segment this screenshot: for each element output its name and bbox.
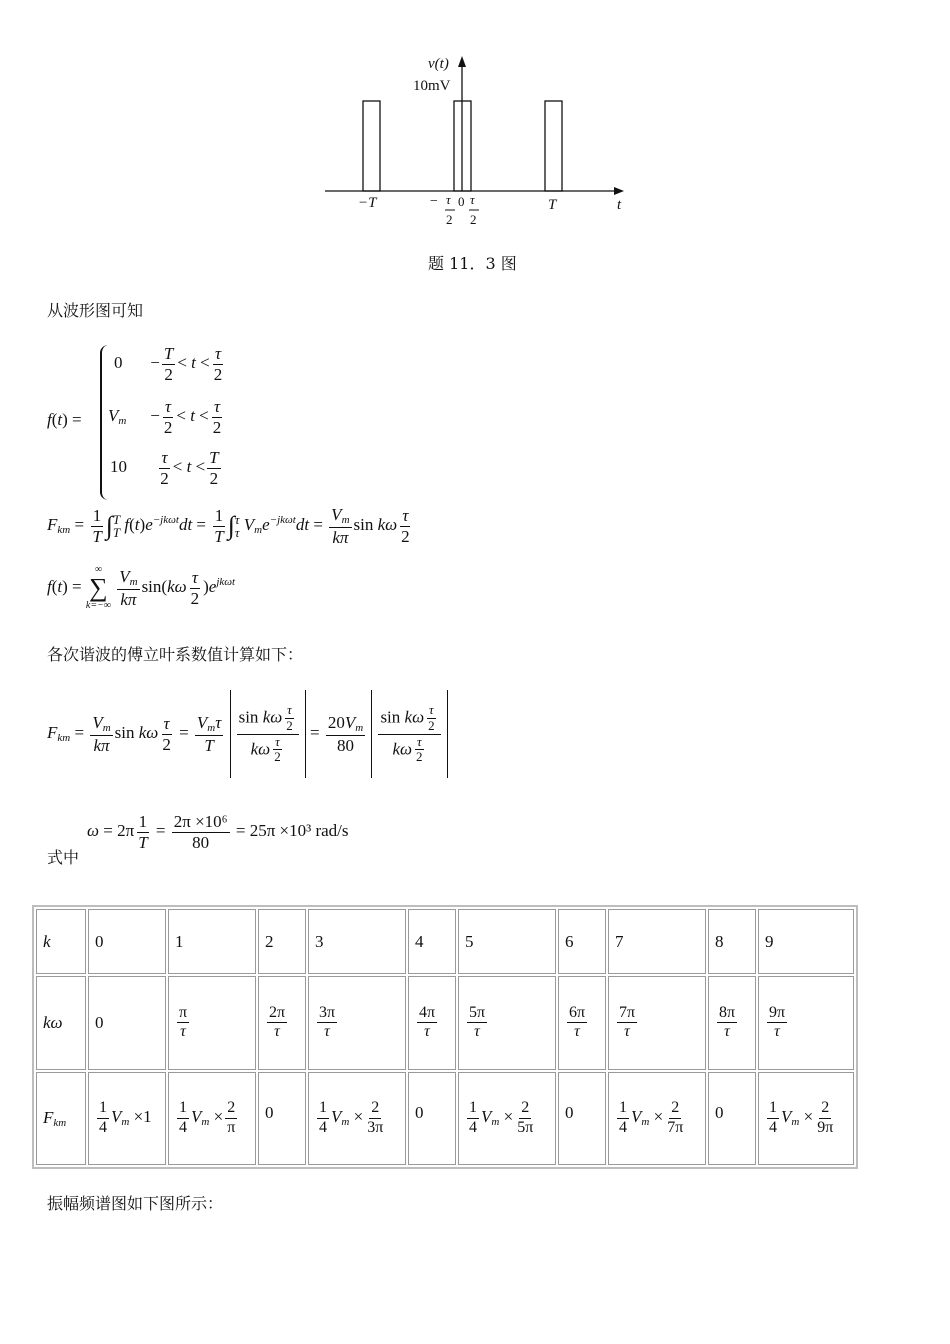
- pulse-neg-T: [363, 101, 380, 191]
- table-cell-fkm: $\frac{1}{4}$ $V_m \times 1$: [88, 1072, 166, 1166]
- x-axis-arrow-icon: [614, 187, 624, 195]
- piecewise-row-1: 0 − $\frac{T}{2}$ < t < $\frac{\tau}{2}$: [114, 344, 223, 384]
- y-axis-arrow-icon: [458, 56, 466, 67]
- table-cell-k: 0: [88, 909, 166, 974]
- coefficient-table: [32, 905, 858, 1169]
- tick-zero: 0: [458, 194, 465, 209]
- table-cell-fkm: $\frac{1}{4}$ $V_m$ × $\frac{2}{7\pi}$: [608, 1072, 706, 1166]
- table-cell-k: 9: [758, 909, 854, 974]
- table-cell-komega: 0: [88, 976, 166, 1069]
- table-cell-k: 2: [258, 909, 306, 974]
- piecewise-row-2: $V_m$ − $\frac{\tau}{2}$ < t < $\frac{\tau}{2}$: [108, 397, 222, 437]
- x-axis-label: t: [617, 197, 622, 213]
- table-cell-komega: $\frac{6\pi}{\tau}$: [558, 976, 606, 1069]
- figure-caption: 题 11．3 图: [428, 254, 517, 273]
- tick-tau-pos: τ: [470, 192, 475, 207]
- piecewise-lhs: f(t) =: [47, 410, 82, 429]
- row-header-komega: kω: [36, 976, 86, 1069]
- table-cell-fkm: $\frac{1}{4}$ $V_m$ × $\frac{2}{\pi}$: [168, 1072, 256, 1166]
- fourier-series-equation: f(t) = ∞ ∑ k=−∞ $\frac{V_m}{k\pi}$ sin(kω $\frac{\tau}{2}$ )$e^{jk\omega t}$: [47, 564, 236, 611]
- table-cell-fkm: 0: [408, 1072, 456, 1166]
- table-cell-k: 1: [168, 909, 256, 974]
- row-header-k: k: [36, 909, 86, 974]
- piecewise-row-3: 10 $\frac{\tau}{2}$ < t < $\frac{T}{2}$: [110, 448, 219, 488]
- waveform-figure: [0, 0, 950, 280]
- table-cell-komega: $\frac{8\pi}{\tau}$: [708, 976, 756, 1069]
- table-cell-k: 7: [608, 909, 706, 974]
- table-cell-fkm: 0: [558, 1072, 606, 1166]
- tick-tau-neg: −: [429, 194, 439, 209]
- table-cell-komega: $\frac{2\pi}{\tau}$: [258, 976, 306, 1069]
- table-cell-fkm: $\frac{1}{4}$ $V_m$ × $\frac{2}{9\pi}$: [758, 1072, 854, 1166]
- tick-neg-T: −T: [358, 195, 377, 211]
- y-axis-label: v(t): [428, 56, 449, 72]
- table-cell-komega: $\frac{9\pi}{\tau}$: [758, 976, 854, 1069]
- table-cell-k: 3: [308, 909, 406, 974]
- table-cell-k: 4: [408, 909, 456, 974]
- table-cell-komega: $\frac{\pi}{\tau}$: [168, 976, 256, 1069]
- tick-T: T: [548, 197, 557, 213]
- table-row-k: [36, 909, 854, 974]
- table-cell-komega: $\frac{3\pi}{\tau}$: [308, 976, 406, 1069]
- omega-equation: ω = 2π $\frac{1}{T}$ = $\frac{\text{2π ×10⁶}}{80}$ = 25π ×10³ rad/s: [87, 812, 349, 852]
- table-cell-k: 6: [558, 909, 606, 974]
- fkm-computation-equation: $F_{km}$ = $\frac{V_m}{k\pi}$ sin kω $\frac{\tau}{2}$ = $\frac{V_m\tau}{T}$ sin kω $\frac{\tau}{2}$ kω $\frac{\tau}{2}$ = $\frac{20V_m}{80}$ sin kω $\frac{\tau}{2}$ kω $\frac{\tau}{2}$: [47, 690, 448, 778]
- table-cell-komega: $\frac{7\pi}{\tau}$: [608, 976, 706, 1069]
- text-line-1: 从波形图可知: [47, 301, 144, 320]
- table-cell-fkm: 0: [708, 1072, 756, 1166]
- table-cell-fkm: $\frac{1}{4}$ $V_m$ × $\frac{2}{3\pi}$: [308, 1072, 406, 1166]
- row-header-fkm: $F_{km}$: [36, 1072, 86, 1166]
- text-line-4: 振幅频谱图如下图所示：: [47, 1194, 224, 1213]
- amplitude-label: 10mV: [413, 78, 451, 94]
- text-line-2: 各次谐波的傅立叶系数值计算如下：: [47, 645, 304, 664]
- fkm-integral-equation: $F_{km}$ = $\frac{1}{T}$ ∫ T T $f(t)e^{-jk\omega t}dt$ = $\frac{1}{T}$ ∫ τ τ $V_me^{-jk\omega t}dt$ = $\frac{V_m}{k\pi}$ sin kω $\frac{\tau}{2}$: [47, 505, 410, 547]
- table-cell-k: 5: [458, 909, 556, 974]
- table-row-komega: [36, 976, 854, 1069]
- pulse-T: [545, 101, 562, 191]
- table-cell-fkm: $\frac{1}{4}$ $V_m$ × $\frac{2}{5\pi}$: [458, 1072, 556, 1166]
- table-cell-fkm: 0: [258, 1072, 306, 1166]
- table-cell-k: 8: [708, 909, 756, 974]
- text-line-3: 式中: [47, 848, 80, 867]
- table-cell-komega: $\frac{4\pi}{\tau}$: [408, 976, 456, 1069]
- table-row-fkm: [36, 1072, 854, 1166]
- table-cell-komega: $\frac{5\pi}{\tau}$: [458, 976, 556, 1069]
